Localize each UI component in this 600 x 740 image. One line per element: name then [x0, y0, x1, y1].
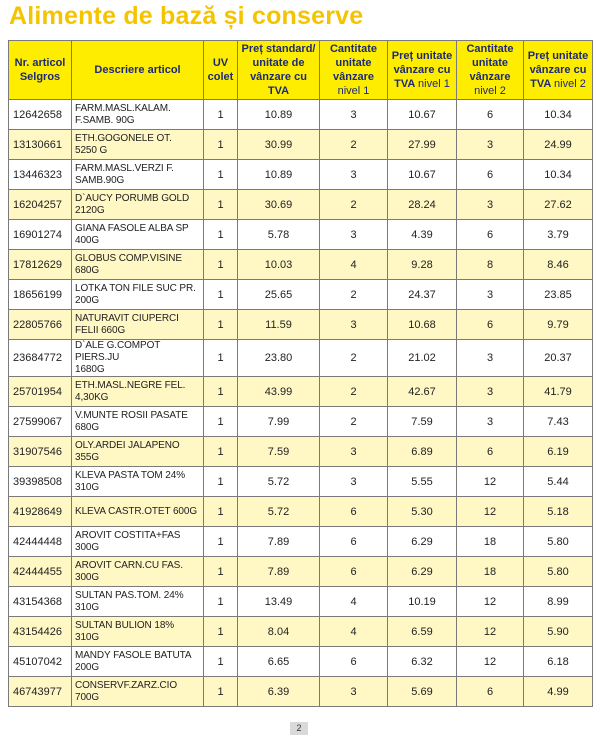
- standard-price-cell: 6.65: [238, 647, 320, 677]
- price-level-2-cell: 20.37: [524, 340, 593, 377]
- qty-level-2-cell: 12: [457, 467, 524, 497]
- description-cell: [72, 617, 204, 647]
- qty-level-2-cell: 6: [457, 220, 524, 250]
- price-level-2-cell: 5.80: [524, 557, 593, 587]
- description-line-1: OLY.ARDEI JALAPENO: [75, 439, 180, 451]
- standard-price-cell: 10.89: [238, 100, 320, 130]
- header-price-level-2-main: Preț unitate vânzare cu TVA: [527, 50, 589, 90]
- description-cell: [72, 557, 204, 587]
- uv-cell: 1: [204, 677, 238, 707]
- qty-level-2-cell: 3: [457, 407, 524, 437]
- article-code-cell: 16901274: [9, 220, 72, 250]
- description-line-2: 200G: [75, 294, 100, 306]
- price-level-2-cell: 3.79: [524, 220, 593, 250]
- qty-level-2-cell: 6: [457, 160, 524, 190]
- price-level-1-cell: 4.39: [388, 220, 457, 250]
- description-line-1: SULTAN PAS.TOM. 24%: [75, 589, 184, 601]
- standard-price-cell: 5.72: [238, 467, 320, 497]
- price-level-2-cell: 5.90: [524, 617, 593, 647]
- description-line-1: FARM.MASL.KALAM.: [75, 102, 171, 114]
- qty-level-2-cell: 3: [457, 130, 524, 160]
- table-row: [9, 557, 593, 587]
- price-level-1-cell: 10.68: [388, 310, 457, 340]
- standard-price-cell: 30.99: [238, 130, 320, 160]
- price-level-2-cell: 4.99: [524, 677, 593, 707]
- description-line-2: 355G: [75, 451, 100, 463]
- price-level-1-cell: 24.37: [388, 280, 457, 310]
- qty-level-2-cell: 6: [457, 100, 524, 130]
- table-row: [9, 130, 593, 160]
- uv-cell: 1: [204, 647, 238, 677]
- description-line-2: FELII 660G: [75, 324, 126, 336]
- qty-level-1-cell: 2: [320, 190, 388, 220]
- qty-level-2-cell: 6: [457, 437, 524, 467]
- qty-level-1-cell: 2: [320, 340, 388, 377]
- description-line-1: D`AUCY PORUMB GOLD: [75, 192, 190, 204]
- standard-price-cell: 7.89: [238, 527, 320, 557]
- price-level-2-cell: 9.79: [524, 310, 593, 340]
- qty-level-2-cell: 3: [457, 190, 524, 220]
- header-price-level-1-sub: nivel 1: [418, 78, 450, 90]
- description-line-2: 2120G: [75, 204, 105, 216]
- description-cell: [72, 677, 204, 707]
- uv-cell: 1: [204, 160, 238, 190]
- description-cell: [72, 280, 204, 310]
- table-row: [9, 340, 593, 377]
- price-level-1-cell: 21.02: [388, 340, 457, 377]
- price-level-1-cell: 5.55: [388, 467, 457, 497]
- description-cell: [72, 467, 204, 497]
- price-level-1-cell: 7.59: [388, 407, 457, 437]
- uv-cell: 1: [204, 497, 238, 527]
- description-line-1: ETH.MASL.NEGRE FEL.: [75, 379, 186, 391]
- description-cell: [72, 377, 204, 407]
- table-row: [9, 647, 593, 677]
- price-level-1-cell: 6.29: [388, 557, 457, 587]
- qty-level-1-cell: 3: [320, 310, 388, 340]
- price-level-2-cell: 6.19: [524, 437, 593, 467]
- price-level-2-cell: 8.46: [524, 250, 593, 280]
- header-qty-level-1-sub: nivel 1: [337, 85, 370, 97]
- description-line-2: 4,30KG: [75, 391, 109, 403]
- qty-level-1-cell: 3: [320, 220, 388, 250]
- price-table: [8, 40, 593, 707]
- uv-cell: 1: [204, 250, 238, 280]
- description-line-2: 310G: [75, 481, 100, 493]
- table-header-row: [9, 41, 593, 100]
- description-line-2: 680G: [75, 264, 100, 276]
- article-code-cell: 27599067: [9, 407, 72, 437]
- price-level-1-cell: 9.28: [388, 250, 457, 280]
- description-line-2: 1680G: [75, 364, 105, 375]
- standard-price-cell: 10.89: [238, 160, 320, 190]
- qty-level-1-cell: 4: [320, 250, 388, 280]
- table-row: [9, 587, 593, 617]
- description-line-1: FARM.MASL.VERZI F.: [75, 162, 174, 174]
- qty-level-2-cell: 8: [457, 250, 524, 280]
- description-cell: [72, 340, 204, 377]
- standard-price-cell: 7.59: [238, 437, 320, 467]
- standard-price-cell: 7.99: [238, 407, 320, 437]
- price-level-1-cell: 6.32: [388, 647, 457, 677]
- description-cell: [72, 527, 204, 557]
- description-line-1: D`ALE G.COMPOT PIERS.JU: [75, 340, 161, 363]
- qty-level-2-cell: 3: [457, 340, 524, 377]
- article-code-cell: 23684772: [9, 340, 72, 377]
- uv-cell: 1: [204, 587, 238, 617]
- uv-cell: 1: [204, 220, 238, 250]
- qty-level-1-cell: 6: [320, 497, 388, 527]
- description-line-2: F.SAMB. 90G: [75, 114, 135, 126]
- price-level-1-cell: 10.67: [388, 100, 457, 130]
- description-line-1: SULTAN BULION 18%: [75, 619, 175, 631]
- table-row: [9, 160, 593, 190]
- standard-price-cell: 6.39: [238, 677, 320, 707]
- uv-cell: 1: [204, 377, 238, 407]
- qty-level-2-cell: 18: [457, 527, 524, 557]
- header-article-no: Nr. articol Selgros: [9, 41, 72, 100]
- price-level-2-cell: 8.99: [524, 587, 593, 617]
- article-code-cell: 12642658: [9, 100, 72, 130]
- description-line-1: AROVIT CARN.CU FAS.: [75, 559, 183, 571]
- qty-level-2-cell: 12: [457, 497, 524, 527]
- description-line-1: GIANA FASOLE ALBA SP: [75, 222, 189, 234]
- qty-level-2-cell: 6: [457, 310, 524, 340]
- header-price-level-2: [524, 41, 593, 100]
- table-row: [9, 280, 593, 310]
- price-level-1-cell: 6.29: [388, 527, 457, 557]
- article-code-cell: 18656199: [9, 280, 72, 310]
- qty-level-1-cell: 3: [320, 467, 388, 497]
- header-qty-level-1: [320, 41, 388, 100]
- qty-level-1-cell: 2: [320, 377, 388, 407]
- description-line-1: V.MUNTE ROSII PASATE: [75, 409, 188, 421]
- header-standard-price: Preț standard/ unitate de vânzare cu TVA: [238, 41, 320, 100]
- article-code-cell: 31907546: [9, 437, 72, 467]
- qty-level-1-cell: 2: [320, 280, 388, 310]
- article-code-cell: 43154426: [9, 617, 72, 647]
- description-line-2: 400G: [75, 234, 100, 246]
- description-line-2: 300G: [75, 571, 100, 583]
- price-level-2-cell: 5.80: [524, 527, 593, 557]
- qty-level-1-cell: 4: [320, 587, 388, 617]
- description-cell: [72, 190, 204, 220]
- price-level-2-cell: 23.85: [524, 280, 593, 310]
- price-level-2-cell: 7.43: [524, 407, 593, 437]
- table-row: [9, 100, 593, 130]
- table-row: [9, 617, 593, 647]
- qty-level-1-cell: 6: [320, 557, 388, 587]
- article-code-cell: 45107042: [9, 647, 72, 677]
- standard-price-cell: 13.49: [238, 587, 320, 617]
- uv-cell: 1: [204, 557, 238, 587]
- page-number: 2: [290, 722, 308, 735]
- description-line-1: KLEVA CASTR.OTET 600G: [75, 505, 198, 517]
- qty-level-1-cell: 6: [320, 527, 388, 557]
- uv-cell: 1: [204, 617, 238, 647]
- uv-cell: 1: [204, 100, 238, 130]
- table-row: [9, 407, 593, 437]
- standard-price-cell: 25.65: [238, 280, 320, 310]
- uv-cell: 1: [204, 340, 238, 377]
- description-cell: [72, 310, 204, 340]
- description-cell: [72, 100, 204, 130]
- description-cell: [72, 160, 204, 190]
- price-level-1-cell: 5.30: [388, 497, 457, 527]
- description-line-1: AROVIT COSTITA+FAS: [75, 529, 181, 541]
- description-line-2: 310G: [75, 631, 100, 643]
- description-line-1: GLOBUS COMP.VISINE: [75, 252, 182, 264]
- price-level-2-cell: 41.79: [524, 377, 593, 407]
- header-qty-level-1-main: Cantitate unitate vânzare: [329, 43, 378, 83]
- table-row: [9, 437, 593, 467]
- header-price-level-1: [388, 41, 457, 100]
- description-line-1: CONSERVF.ZARZ.CIO: [75, 679, 178, 691]
- header-qty-level-2-main: Cantitate unitate vânzare: [466, 43, 514, 83]
- qty-level-2-cell: 12: [457, 587, 524, 617]
- article-code-cell: 22805766: [9, 310, 72, 340]
- price-level-2-cell: 6.18: [524, 647, 593, 677]
- price-level-2-cell: 10.34: [524, 100, 593, 130]
- description-line-2: 5250 G: [75, 144, 108, 156]
- description-cell: [72, 250, 204, 280]
- price-level-1-cell: 5.69: [388, 677, 457, 707]
- article-code-cell: 43154368: [9, 587, 72, 617]
- table-row: [9, 467, 593, 497]
- article-code-cell: 17812629: [9, 250, 72, 280]
- qty-level-1-cell: 6: [320, 647, 388, 677]
- article-code-cell: 46743977: [9, 677, 72, 707]
- description-cell: [72, 647, 204, 677]
- description-cell: [72, 437, 204, 467]
- article-code-cell: 41928649: [9, 497, 72, 527]
- table-row: [9, 677, 593, 707]
- standard-price-cell: 43.99: [238, 377, 320, 407]
- header-price-level-1-main: Preț unitate vânzare cu TVA: [391, 50, 453, 90]
- uv-cell: 1: [204, 310, 238, 340]
- description-line-2: 200G: [75, 661, 100, 673]
- price-level-1-cell: 6.89: [388, 437, 457, 467]
- standard-price-cell: 7.89: [238, 557, 320, 587]
- description-cell: [72, 407, 204, 437]
- table-row: [9, 190, 593, 220]
- qty-level-1-cell: 3: [320, 100, 388, 130]
- article-code-cell: 39398508: [9, 467, 72, 497]
- standard-price-cell: 10.03: [238, 250, 320, 280]
- article-code-cell: 13446323: [9, 160, 72, 190]
- qty-level-1-cell: 3: [320, 677, 388, 707]
- uv-cell: 1: [204, 467, 238, 497]
- qty-level-1-cell: 2: [320, 130, 388, 160]
- qty-level-2-cell: 3: [457, 280, 524, 310]
- price-level-1-cell: 10.67: [388, 160, 457, 190]
- price-level-2-cell: 24.99: [524, 130, 593, 160]
- description-line-2: 700G: [75, 691, 100, 703]
- description-cell: [72, 220, 204, 250]
- table-row: [9, 310, 593, 340]
- uv-cell: 1: [204, 527, 238, 557]
- article-code-cell: 13130661: [9, 130, 72, 160]
- table-body: [9, 100, 593, 707]
- price-level-2-cell: 10.34: [524, 160, 593, 190]
- price-level-2-cell: 5.18: [524, 497, 593, 527]
- qty-level-2-cell: 12: [457, 647, 524, 677]
- description-line-2: 310G: [75, 601, 100, 613]
- description-cell: [72, 497, 204, 527]
- article-code-cell: 42444455: [9, 557, 72, 587]
- article-code-cell: 25701954: [9, 377, 72, 407]
- header-price-level-2-sub: nivel 2: [554, 78, 586, 90]
- uv-cell: 1: [204, 190, 238, 220]
- standard-price-cell: 23.80: [238, 340, 320, 377]
- description-line-1: KLEVA PASTA TOM 24%: [75, 469, 186, 481]
- standard-price-cell: 11.59: [238, 310, 320, 340]
- standard-price-cell: 30.69: [238, 190, 320, 220]
- description-cell: [72, 587, 204, 617]
- article-code-cell: 16204257: [9, 190, 72, 220]
- description-line-1: LOTKA TON FILE SUC PR.: [75, 282, 196, 294]
- qty-level-1-cell: 3: [320, 160, 388, 190]
- qty-level-1-cell: 4: [320, 617, 388, 647]
- standard-price-cell: 5.72: [238, 497, 320, 527]
- qty-level-2-cell: 3: [457, 377, 524, 407]
- standard-price-cell: 5.78: [238, 220, 320, 250]
- description-line-1: MANDY FASOLE BATUTA: [75, 649, 192, 661]
- table-row: [9, 250, 593, 280]
- header-qty-level-2: [457, 41, 524, 100]
- price-level-1-cell: 28.24: [388, 190, 457, 220]
- standard-price-cell: 8.04: [238, 617, 320, 647]
- description-line-1: NATURAVIT CIUPERCI: [75, 312, 179, 324]
- price-level-1-cell: 42.67: [388, 377, 457, 407]
- header-uv: UV colet: [204, 41, 238, 100]
- table-row: [9, 220, 593, 250]
- table-row: [9, 527, 593, 557]
- price-level-1-cell: 6.59: [388, 617, 457, 647]
- price-level-2-cell: 5.44: [524, 467, 593, 497]
- uv-cell: 1: [204, 130, 238, 160]
- price-level-1-cell: 10.19: [388, 587, 457, 617]
- qty-level-1-cell: 2: [320, 407, 388, 437]
- uv-cell: 1: [204, 437, 238, 467]
- description-line-2: 300G: [75, 541, 100, 553]
- description-cell: [72, 130, 204, 160]
- header-qty-level-2-sub: nivel 2: [474, 85, 506, 97]
- uv-cell: 1: [204, 280, 238, 310]
- price-level-1-cell: 27.99: [388, 130, 457, 160]
- price-level-2-cell: 27.62: [524, 190, 593, 220]
- description-line-1: ETH.GOGONELE OT.: [75, 132, 172, 144]
- page-title: Alimente de bază și conserve: [9, 2, 364, 30]
- uv-cell: 1: [204, 407, 238, 437]
- description-line-2: SAMB.90G: [75, 174, 125, 186]
- table-row: [9, 377, 593, 407]
- qty-level-2-cell: 18: [457, 557, 524, 587]
- description-line-2: 680G: [75, 421, 100, 433]
- header-description: Descriere articol: [72, 41, 204, 100]
- qty-level-2-cell: 12: [457, 617, 524, 647]
- table-row: [9, 497, 593, 527]
- qty-level-2-cell: 6: [457, 677, 524, 707]
- article-code-cell: 42444448: [9, 527, 72, 557]
- qty-level-1-cell: 3: [320, 437, 388, 467]
